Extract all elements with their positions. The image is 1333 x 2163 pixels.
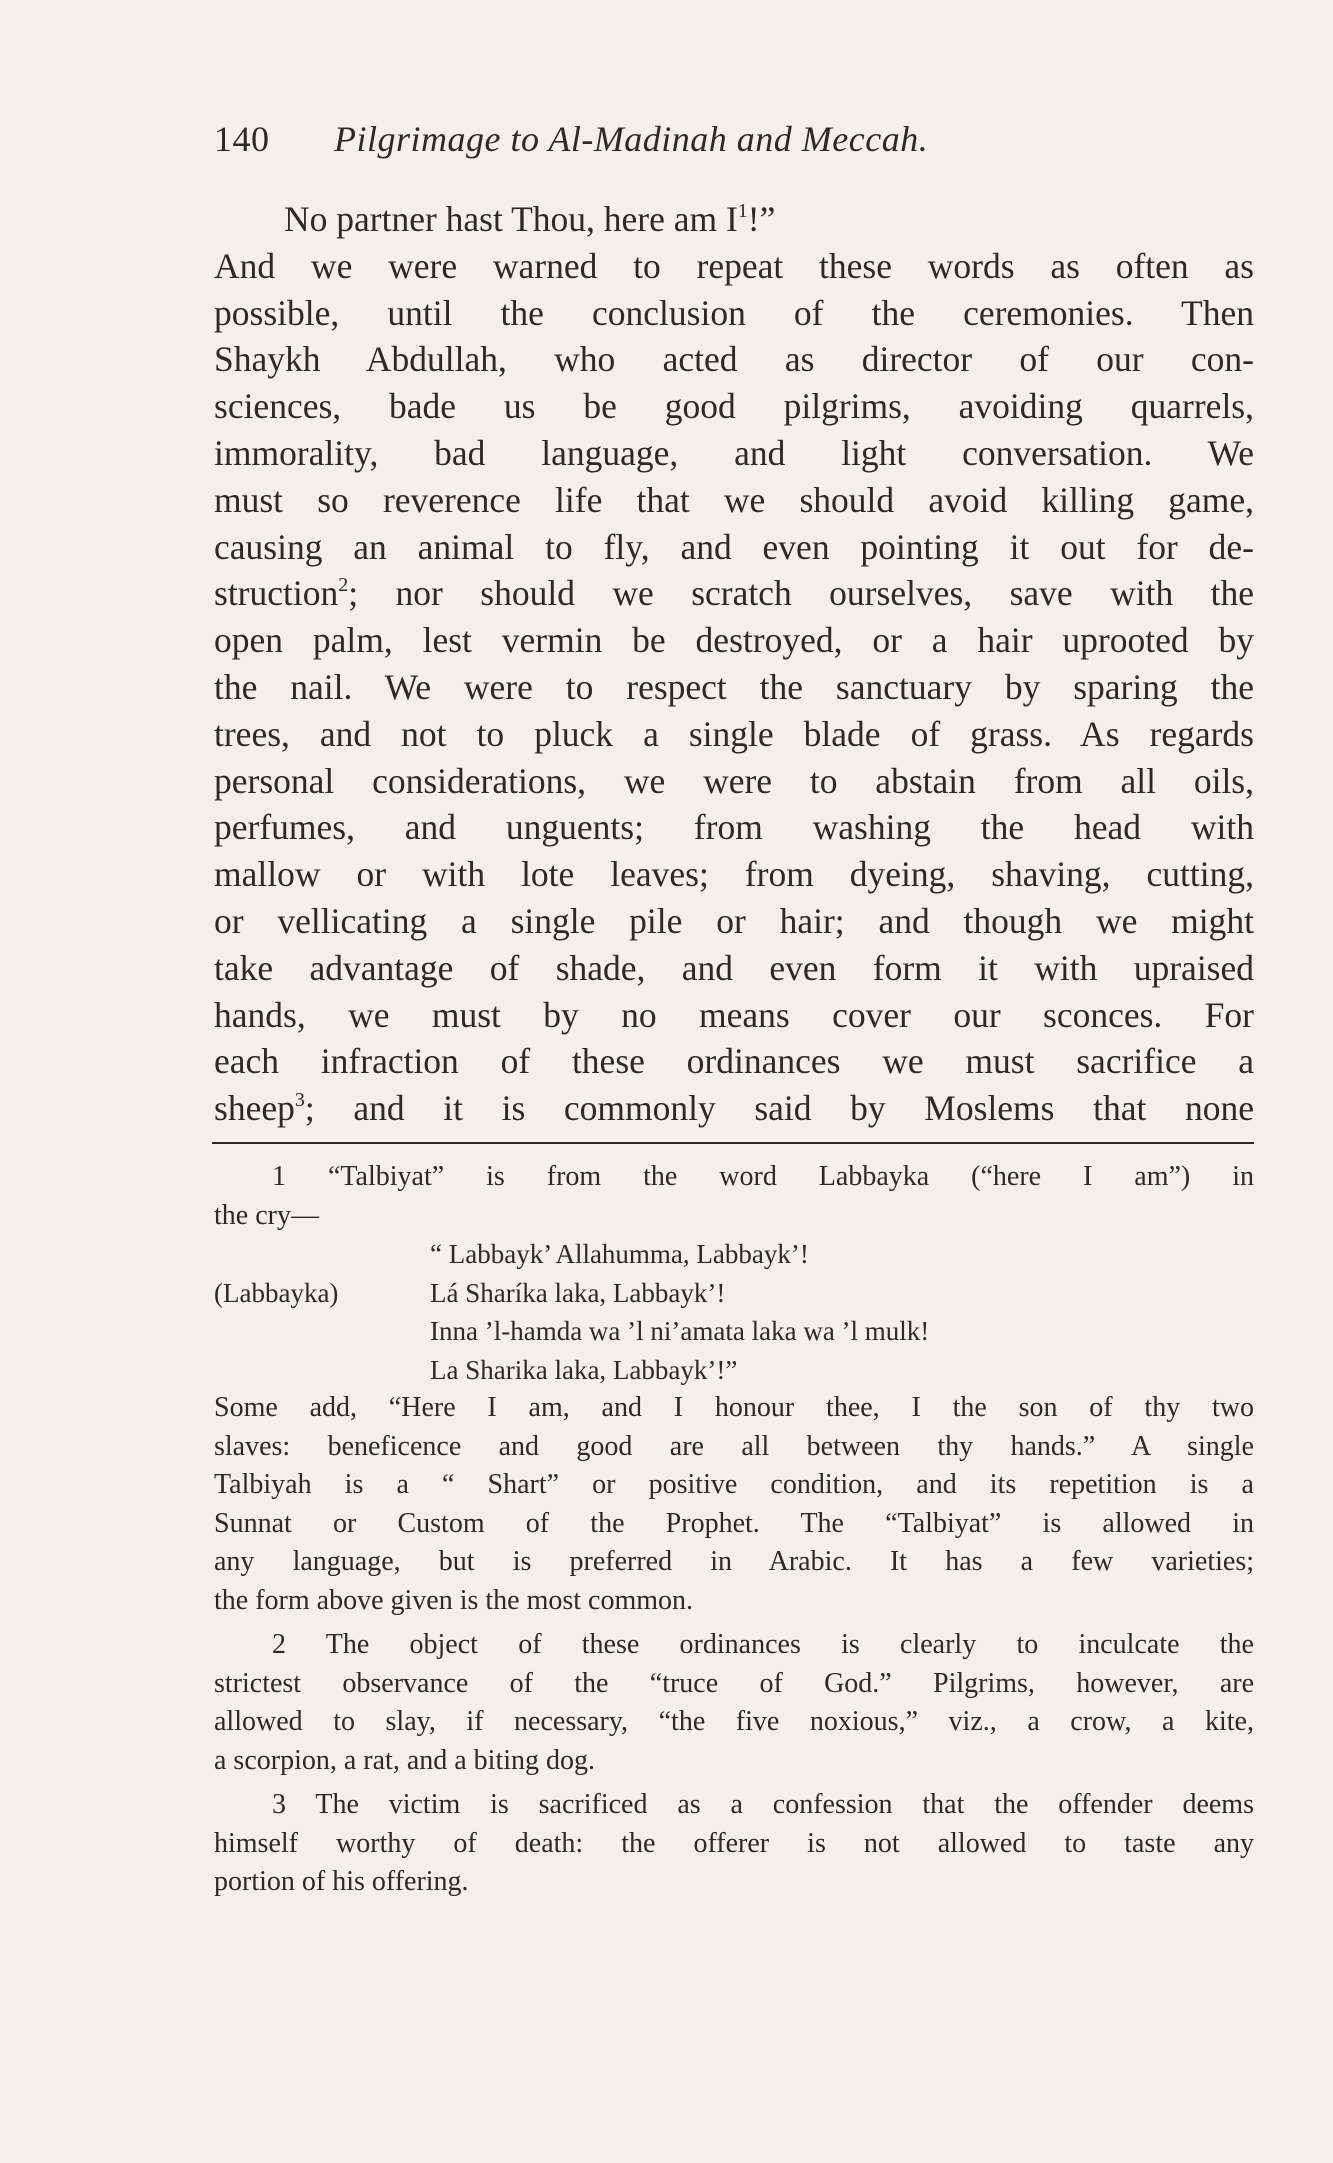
footnote-2: [214, 1626, 1254, 1780]
text-line: No partner hast Thou, here am $I^1$!”: [284, 199, 776, 239]
running-title: Pilgrimage to Al-Madinah and Meccah.: [334, 119, 929, 159]
text-line: hands, we must by no means cover our sconces. For: [214, 994, 1254, 1035]
text-line: sciences, bade us be good pilgrims, avoiding quarrels,: [214, 386, 1254, 427]
footnote-divider: [212, 1142, 1254, 1144]
page-number: 140: [214, 119, 270, 159]
verse-line: “ Labbayk’ Allahumma, Labbayk’!: [430, 1239, 809, 1269]
text-line: must so reverence life that we should avoid killing game,: [214, 479, 1254, 520]
text-line: each infraction of these ordinances we must sacrifice a: [214, 1041, 1254, 1082]
footnote-line: strictest observance of the “truce of God.” Pilgrims, however, are: [214, 1667, 1254, 1699]
text-line: open palm, lest vermin be destroyed, or a hair uprooted by: [214, 620, 1254, 661]
verse-line: Inna ’l-hamda wa ’l ni’amata laka wa ’l mulk!: [430, 1316, 930, 1346]
text-line: mallow or with lote leaves; from dyeing, shaving, cutting,: [214, 854, 1254, 895]
footnote-3: [214, 1786, 1254, 1902]
footnote-line: 2 The object of these ordinances is clearly to inculcate the: [272, 1629, 1254, 1660]
text-line: struction$^2$; nor should we scratch ourselves, save with the: [214, 573, 1254, 614]
text-line: And we were warned to repeat these words as often as: [214, 245, 1254, 286]
text-line: sheep$^3$; and it is commonly said by Moslems that none: [214, 1088, 1254, 1129]
text-line: take advantage of shade, and even form it with upraised: [214, 947, 1254, 988]
text-line: trees, and not to pluck a single blade of grass. As regards: [214, 713, 1254, 754]
text-line: perfumes, and unguents; from washing the head with: [214, 807, 1254, 848]
text-line: Shaykh Abdullah, who acted as director of our con-: [214, 339, 1254, 380]
footnote-line: a scorpion, a rat, and a biting dog.: [214, 1744, 596, 1776]
verse-line: (Labbayka) Lá Sharíka laka, Labbayk’!: [214, 1274, 1254, 1313]
footnote-line: portion of his offering.: [214, 1866, 469, 1897]
text-line: or vellicating a single pile or hair; and though we might: [214, 900, 1254, 941]
footnote-line: any language, but is preferred in Arabic. It has a few varieties;: [214, 1546, 1254, 1577]
footnote-line: himself worthy of death: the offerer is not allowed to taste any: [214, 1827, 1254, 1859]
main-text: [214, 196, 1254, 1132]
footnote-line: allowed to slay, if necessary, “the five noxious,” viz., a crow, a kite,: [214, 1706, 1254, 1737]
footnote-line: 3 The victim is sacrificed as a confession that the offender deems: [272, 1789, 1254, 1820]
footnote-line: Sunnat or Custom of the Prophet. The “Talbiyat” is allowed in: [214, 1507, 1254, 1539]
verse-line: La Sharika laka, Labbayk’!”: [430, 1354, 738, 1385]
page-header: [214, 118, 1114, 160]
text-line: possible, until the conclusion of the ceremonies. Then: [214, 292, 1254, 333]
text-line: immorality, bad language, and light conversation. We: [214, 432, 1254, 473]
footnote-line: the cry—: [214, 1199, 319, 1231]
footnote-line: 1 “Talbiyat” is from the word Labbayka (“here I am”) in: [272, 1161, 1254, 1192]
footnotes: [214, 1158, 1254, 1902]
text-line: the nail. We were to respect the sanctuary by sparing the: [214, 666, 1254, 707]
text-line: personal considerations, we were to abstain from all oils,: [214, 760, 1254, 801]
text-line: causing an animal to fly, and even pointing it out for de-: [214, 526, 1254, 567]
footnote-line: slaves: beneficence and good are all between thy hands.” A single: [214, 1430, 1254, 1462]
footnote-1: [214, 1158, 1254, 1620]
verse-label: (Labbayka): [214, 1277, 339, 1308]
footnote-line: Talbiyah is a “ Shart” or positive condition, and its repetition is a: [214, 1469, 1254, 1500]
footnote-line: Some add, “Here I am, and I honour thee, I the son of thy two: [214, 1392, 1254, 1423]
footnote-line: the form above given is the most common.: [214, 1584, 694, 1616]
